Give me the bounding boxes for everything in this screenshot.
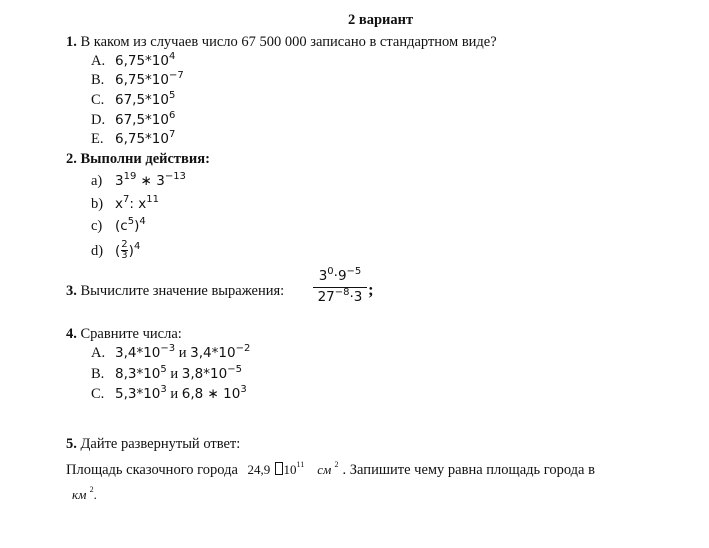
option-exponent: 4 <box>169 51 176 62</box>
option-letter: A. <box>91 345 106 361</box>
option-exp-b: −5 <box>227 364 242 375</box>
q1-option-a[interactable] <box>91 53 175 70</box>
item-letter: a) <box>91 173 103 189</box>
question-2 <box>66 151 210 168</box>
q1-option-d[interactable] <box>91 112 175 129</box>
item-operator: ∗ 3 <box>136 173 165 189</box>
option-letter: C. <box>91 92 105 108</box>
q4-option-a[interactable] <box>91 345 250 362</box>
q2-item-d: d) ( $\frac{2}{3}$ )$^4$ <box>91 239 141 261</box>
item-letter: b) <box>91 196 104 212</box>
option-value-b: 3,8*10 <box>181 366 228 382</box>
item-exponent: 7 <box>123 194 130 205</box>
item-exponent: 4 <box>133 240 141 252</box>
item-exponent-2: 4 <box>139 216 146 227</box>
answer-unit-exponent: 2 <box>89 485 94 494</box>
expression-fraction <box>313 268 367 306</box>
num-exp: 0 <box>327 266 334 277</box>
option-exponent: −7 <box>169 70 184 81</box>
option-exp-b: −2 <box>235 343 251 354</box>
page-title: 2 вариант <box>348 12 414 28</box>
expression-semicolon: ; <box>368 280 374 299</box>
question-3 <box>66 283 284 300</box>
option-base: 67,5*10 <box>115 92 169 108</box>
answer-period: . <box>93 487 97 502</box>
q5-line-1 <box>66 462 595 479</box>
fraction-denominator <box>313 289 367 306</box>
formula-exponent: 11 <box>296 460 305 469</box>
num-base: 3 <box>318 268 328 284</box>
option-base: 6,75*10 <box>115 131 169 147</box>
option-letter: C. <box>91 386 105 402</box>
num-exp-2: −5 <box>346 266 362 277</box>
question-text: Сравните числа: <box>80 326 182 342</box>
formula-unit: см <box>317 462 332 477</box>
multiply-symbol-box <box>275 462 283 475</box>
question-number: 1. <box>66 34 77 50</box>
item-operator: : x <box>129 196 147 212</box>
question-text: Вычислите значение выражения: <box>80 283 285 299</box>
q5-text-start: Площадь сказочного города <box>66 462 238 478</box>
question-5 <box>66 436 240 453</box>
num-mid: ·9 <box>333 268 347 284</box>
item-exponent: 19 <box>123 171 137 182</box>
q2-item-b <box>91 196 159 213</box>
q5-line-2 <box>72 487 97 503</box>
item-exponent: 5 <box>127 216 135 227</box>
item-base: 3 <box>115 173 124 189</box>
question-1 <box>66 34 497 51</box>
option-letter: B. <box>91 72 105 88</box>
option-letter: E. <box>91 131 104 147</box>
item-base: (c <box>115 218 128 234</box>
question-number: 3. <box>66 283 77 299</box>
option-exp-a: 5 <box>160 364 167 375</box>
item-letter: c) <box>91 218 103 234</box>
question-number: 4. <box>66 326 77 342</box>
fraction-numerator: 2 <box>121 239 128 250</box>
option-conjunction: и <box>175 345 191 361</box>
formula-coefficient: 24,9 <box>247 462 271 477</box>
option-conjunction: и <box>166 386 182 402</box>
q5-text-end: . Запишите чему равна площадь города в <box>342 462 595 478</box>
q1-option-b[interactable] <box>91 72 184 89</box>
option-exponent: 7 <box>169 129 176 140</box>
q1-option-c[interactable] <box>91 92 175 109</box>
den-mid: ·3 <box>349 289 363 305</box>
q4-option-c[interactable] <box>91 386 247 403</box>
question-number: 2. <box>66 151 77 167</box>
option-exp-a: 3 <box>160 384 167 395</box>
option-conjunction: и <box>166 366 182 382</box>
question-text: Выполни действия: <box>80 151 210 167</box>
formula-base: 10 <box>283 462 297 477</box>
option-base: 6,75*10 <box>115 72 169 88</box>
option-base: 67,5*10 <box>115 112 169 128</box>
option-base: 6,75*10 <box>115 53 169 69</box>
option-value-b: 6,8 ∗ 10 <box>181 386 241 402</box>
item-exponent-2: −13 <box>164 171 186 182</box>
q2-item-c <box>91 218 146 235</box>
option-exp-b: 3 <box>240 384 247 395</box>
question-text: Дайте развернутый ответ: <box>80 436 241 452</box>
q1-option-e[interactable] <box>91 131 175 148</box>
option-exponent: 6 <box>169 110 176 121</box>
question-text: В каком из случаев число 67 500 000 записано в стандартном виде? <box>80 34 497 50</box>
option-value-a: 3,4*10 <box>115 345 161 361</box>
q2-item-a <box>91 173 186 190</box>
option-letter: A. <box>91 53 106 69</box>
item-letter: d) <box>91 242 104 259</box>
option-value-a: 8,3*10 <box>115 366 161 382</box>
option-letter: B. <box>91 366 105 382</box>
question-4 <box>66 326 182 343</box>
fraction-numerator <box>313 268 367 285</box>
option-value-b: 3,4*10 <box>190 345 236 361</box>
item-operator: ) <box>134 218 140 234</box>
option-value-a: 5,3*10 <box>115 386 161 402</box>
option-exponent: 5 <box>169 90 176 101</box>
option-letter: D. <box>91 112 106 128</box>
item-base: x <box>115 196 123 212</box>
question-number: 5. <box>66 436 77 452</box>
item-exponent-2: 11 <box>146 194 159 205</box>
option-exp-a: −3 <box>160 343 176 354</box>
formula-unit-exponent: 2 <box>334 460 339 469</box>
den-base: 27 <box>317 289 335 305</box>
fraction-denominator: 3 <box>121 250 128 261</box>
answer-unit: км <box>72 487 87 502</box>
small-fraction <box>121 240 127 261</box>
q4-option-b[interactable] <box>91 366 242 383</box>
area-formula <box>248 462 339 477</box>
den-exp: −8 <box>334 287 350 298</box>
